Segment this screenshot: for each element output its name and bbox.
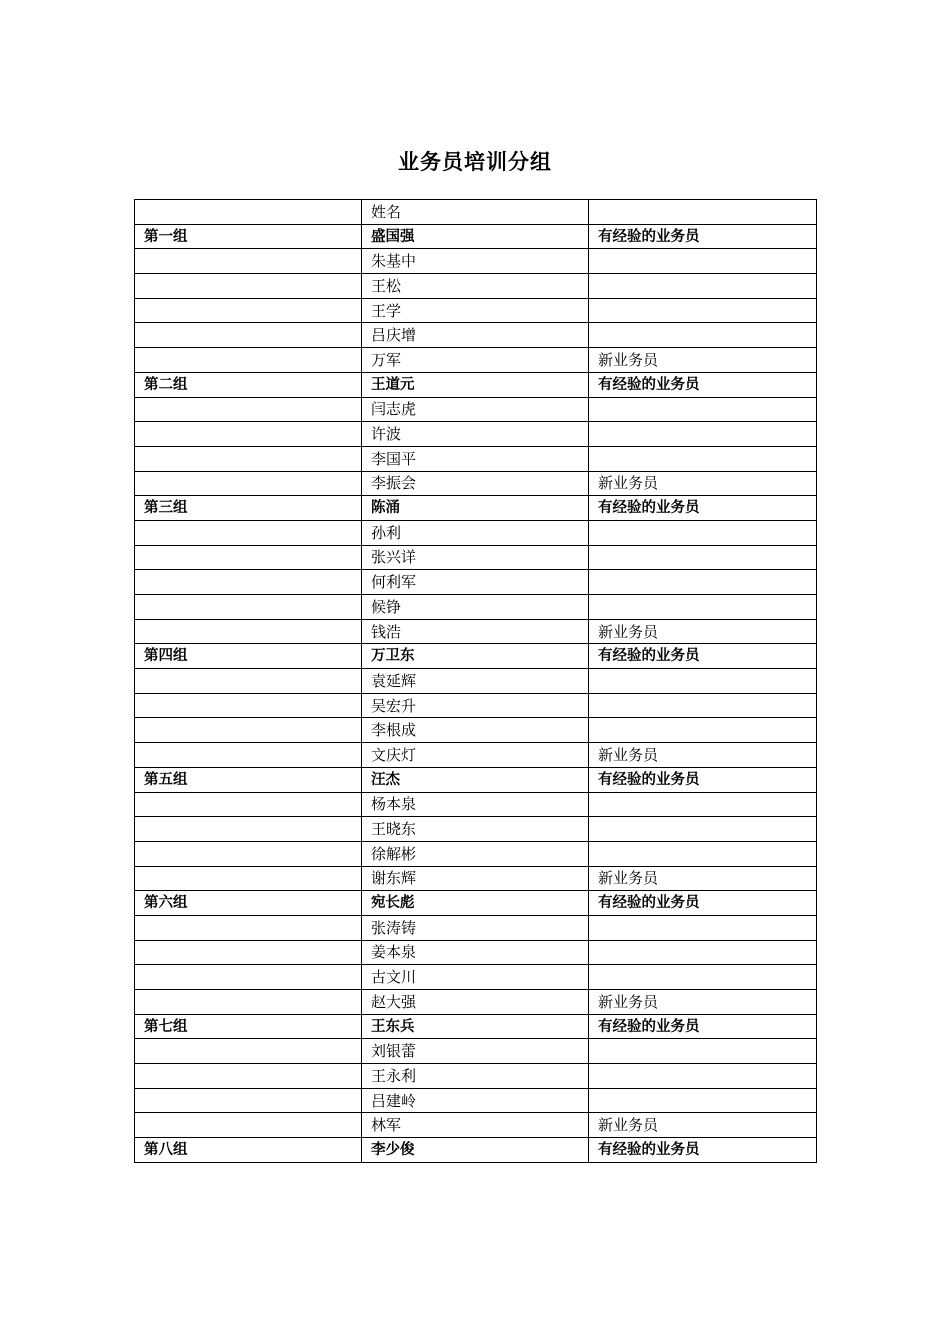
table-row [135, 718, 817, 743]
table-row [135, 792, 817, 817]
group-cell [135, 693, 362, 718]
role-cell [589, 940, 817, 965]
group-leader-row [135, 372, 817, 397]
table-row [135, 669, 817, 694]
group-leader-row [135, 1014, 817, 1039]
table-row [135, 965, 817, 990]
name-cell: 李振会 [362, 471, 589, 496]
name-cell: 许波 [362, 422, 589, 447]
name-cell: 古文川 [362, 965, 589, 990]
role-cell: 新业务员 [589, 471, 817, 496]
name-cell: 候铮 [362, 595, 589, 620]
role-cell [589, 422, 817, 447]
table-row [135, 1113, 817, 1138]
role-cell [589, 693, 817, 718]
role-cell: 有经验的业务员 [589, 767, 817, 792]
group-cell [135, 397, 362, 422]
role-cell: 新业务员 [589, 1113, 817, 1138]
role-cell: 新业务员 [589, 866, 817, 891]
table-row [135, 595, 817, 620]
group-cell [135, 841, 362, 866]
name-cell: 王东兵 [362, 1014, 589, 1039]
table-row [135, 619, 817, 644]
group-leader-row [135, 767, 817, 792]
group-cell [135, 1039, 362, 1064]
role-cell [589, 669, 817, 694]
name-cell: 汪杰 [362, 767, 589, 792]
group-cell [135, 792, 362, 817]
name-cell: 吴宏升 [362, 693, 589, 718]
name-cell: 李少俊 [362, 1138, 589, 1163]
name-cell: 王永利 [362, 1064, 589, 1089]
role-cell: 有经验的业务员 [589, 372, 817, 397]
table-row [135, 471, 817, 496]
group-cell: 第七组 [135, 1014, 362, 1039]
table-row [135, 298, 817, 323]
name-cell: 王学 [362, 298, 589, 323]
name-cell: 闫志虎 [362, 397, 589, 422]
role-cell [589, 915, 817, 940]
group-cell [135, 990, 362, 1015]
role-cell: 有经验的业务员 [589, 224, 817, 249]
role-cell: 有经验的业务员 [589, 644, 817, 669]
training-group-table [134, 199, 817, 1163]
role-cell [589, 323, 817, 348]
group-cell: 第一组 [135, 224, 362, 249]
table-row [135, 446, 817, 471]
table-row [135, 249, 817, 274]
table-row [135, 817, 817, 842]
group-cell [135, 348, 362, 373]
role-cell [589, 595, 817, 620]
role-cell [589, 274, 817, 299]
table-row [135, 1064, 817, 1089]
header-role-cell [589, 200, 817, 225]
name-cell: 吕建岭 [362, 1088, 589, 1113]
name-cell: 宛长彪 [362, 891, 589, 916]
group-cell [135, 718, 362, 743]
table-row [135, 520, 817, 545]
group-cell [135, 520, 362, 545]
name-cell: 姜本泉 [362, 940, 589, 965]
name-cell: 王松 [362, 274, 589, 299]
group-leader-row [135, 891, 817, 916]
name-cell: 王晓东 [362, 817, 589, 842]
role-cell: 新业务员 [589, 619, 817, 644]
role-cell [589, 249, 817, 274]
role-cell: 新业务员 [589, 348, 817, 373]
table-row [135, 743, 817, 768]
group-cell [135, 619, 362, 644]
group-cell [135, 965, 362, 990]
header-group-cell [135, 200, 362, 225]
name-cell: 万军 [362, 348, 589, 373]
role-cell: 新业务员 [589, 990, 817, 1015]
group-cell [135, 471, 362, 496]
table-row [135, 348, 817, 373]
page-title: 业务员培训分组 [398, 149, 552, 174]
group-cell [135, 545, 362, 570]
group-leader-row [135, 496, 817, 521]
role-cell [589, 841, 817, 866]
role-cell [589, 570, 817, 595]
table-row [135, 323, 817, 348]
table-row [135, 274, 817, 299]
name-cell: 赵大强 [362, 990, 589, 1015]
name-cell: 杨本泉 [362, 792, 589, 817]
name-cell: 王道元 [362, 372, 589, 397]
group-cell [135, 298, 362, 323]
group-cell [135, 570, 362, 595]
name-cell: 孙利 [362, 520, 589, 545]
name-cell: 袁延辉 [362, 669, 589, 694]
role-cell [589, 1064, 817, 1089]
group-cell: 第三组 [135, 496, 362, 521]
name-cell: 何利军 [362, 570, 589, 595]
name-cell: 林军 [362, 1113, 589, 1138]
group-cell: 第二组 [135, 372, 362, 397]
name-cell: 张涛铸 [362, 915, 589, 940]
group-cell: 第四组 [135, 644, 362, 669]
name-cell: 钱浩 [362, 619, 589, 644]
group-cell [135, 249, 362, 274]
table-row [135, 1088, 817, 1113]
role-cell [589, 545, 817, 570]
table-header-row [135, 200, 817, 225]
group-cell: 第六组 [135, 891, 362, 916]
role-cell: 有经验的业务员 [589, 1014, 817, 1039]
table-row [135, 545, 817, 570]
name-cell: 朱基中 [362, 249, 589, 274]
name-cell: 李根成 [362, 718, 589, 743]
group-cell [135, 595, 362, 620]
group-cell [135, 1113, 362, 1138]
name-cell: 谢东辉 [362, 866, 589, 891]
role-cell [589, 792, 817, 817]
table-row [135, 570, 817, 595]
group-cell [135, 446, 362, 471]
role-cell [589, 520, 817, 545]
group-cell [135, 669, 362, 694]
name-cell: 徐解彬 [362, 841, 589, 866]
role-cell [589, 718, 817, 743]
group-cell: 第八组 [135, 1138, 362, 1163]
role-cell [589, 965, 817, 990]
group-cell [135, 422, 362, 447]
role-cell: 有经验的业务员 [589, 496, 817, 521]
table-row [135, 1039, 817, 1064]
group-cell [135, 323, 362, 348]
name-cell: 万卫东 [362, 644, 589, 669]
table-row [135, 422, 817, 447]
role-cell [589, 298, 817, 323]
role-cell [589, 1039, 817, 1064]
group-cell [135, 274, 362, 299]
group-cell [135, 866, 362, 891]
role-cell [589, 817, 817, 842]
group-cell [135, 1088, 362, 1113]
table-row [135, 866, 817, 891]
group-cell [135, 915, 362, 940]
table-row [135, 693, 817, 718]
table-body [135, 200, 817, 1163]
group-leader-row [135, 224, 817, 249]
name-cell: 李国平 [362, 446, 589, 471]
table-row [135, 397, 817, 422]
group-cell [135, 940, 362, 965]
role-cell: 新业务员 [589, 743, 817, 768]
role-cell: 有经验的业务员 [589, 1138, 817, 1163]
name-cell: 张兴详 [362, 545, 589, 570]
name-cell: 陈涌 [362, 496, 589, 521]
group-cell [135, 1064, 362, 1089]
group-leader-row [135, 644, 817, 669]
table-row [135, 990, 817, 1015]
table-row [135, 915, 817, 940]
group-cell: 第五组 [135, 767, 362, 792]
table-row [135, 940, 817, 965]
name-cell: 盛国强 [362, 224, 589, 249]
name-cell: 刘银蕾 [362, 1039, 589, 1064]
role-cell [589, 1088, 817, 1113]
table-row [135, 841, 817, 866]
name-cell: 文庆灯 [362, 743, 589, 768]
role-cell: 有经验的业务员 [589, 891, 817, 916]
name-cell: 吕庆增 [362, 323, 589, 348]
role-cell [589, 397, 817, 422]
role-cell [589, 446, 817, 471]
group-cell [135, 743, 362, 768]
header-name-cell: 姓名 [362, 200, 589, 225]
group-cell [135, 817, 362, 842]
group-leader-row [135, 1138, 817, 1163]
